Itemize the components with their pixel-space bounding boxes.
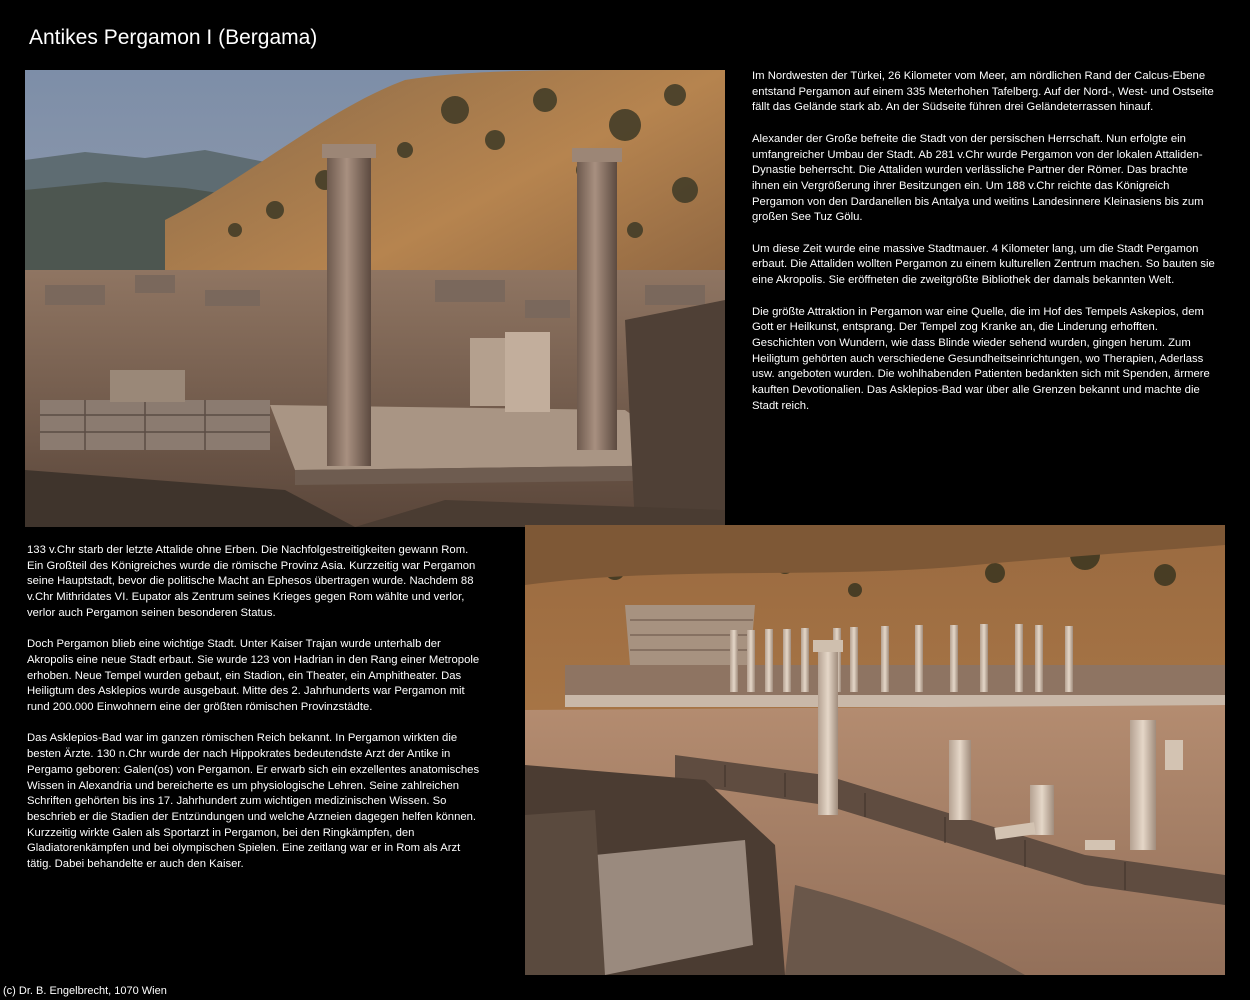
photo-asklepieion-colonnade (525, 525, 1225, 975)
paragraph: Das Asklepios-Bad war im ganzen römischen Reich bekannt. In Pergamon wirkten die besten Ärzte. 130 n.Chr wurde der nach Hippokrates bedeutendste Arzt der Antike in Pergamo geboren: Galen(os) von Pergamon. Er erwarb sich ein exzellentes anatomisches Wissen in Alexandria und bereicherte es um physiologische Lehren. Seine zahlreichen Schriften gehörten bis ins 17. Jahrhundert zum wichtigen medizinischen Wissen. So beschrieb er die Stadien der Entzündungen und welche Arzneien dagegen helfen können. Kurzzeitig wirkte Galen als Sportarzt in Pergamon, bei den Ringkämpfen, den Gladiatorenkämpfen und bei olympischen Spielen. Eine zeitlang war er in Rom als Arzt tätig. Dabei behandelte er auch den Kaiser. (27, 732, 480, 871)
photo-columns-hillside (25, 70, 725, 527)
paragraph: 133 v.Chr starb der letzte Attalide ohne Erben. Die Nachfolgestreitigkeiten gewann Rom. Ein Großteil des Königreiches wurde die römische Provinz Asia. Kurzzeitig war Pergamon seine Hauptstadt, bevor die politische Macht an Ephesos übertragen wurde. Nachdem 88 v.Chr Mithridates VI. Eupator als Zentrum seines Krieges gegen Rom wählte und verlor, verlor auch Pergamon seinen besonderen Status. (27, 544, 476, 619)
paragraph: Um diese Zeit wurde eine massive Stadtmauer. 4 Kilometer lang, um die Stadt Pergamon erbaut. Die Attaliden wollten Pergamon zu einem kulturellen Zentrum machen. So bauten sie eine Akropolis. Sie eröffneten die zweitgrößte Bibliothek der damals bekannten Welt. (752, 242, 1215, 287)
paragraph: Die größte Attraktion in Pergamon war eine Quelle, die im Hof des Tempels Askepios, dem Gott er Heilkunst, entsprang. Der Tempel zog Kranke an, die Linderung erhofften. Geschichten von Wundern, wie dass Blinde wieder sehend wurden, gingen herum. Zum Heiligtum gehörten auch verschiedene Gesundheitseinrichtungen, wo Therapien, Aderlass usw. angeboten wurden. Die wohlhabenden Patienten bedankten sich mit Spenden, ärmere kauften Devotionalien. Das Asklepios-Bad war über alle Grenzen bekannt und machte die Stadt reich. (752, 305, 1210, 412)
paragraph: Alexander der Große befreite die Stadt von der persischen Herrschaft. Nun erfolgte ein umfangreicher Umbau der Stadt. Ab 281 v.Chr wurde Pergamon von der lokalen Attaliden-Dynastie beherrscht. Die Attaliden wurden verlässliche Partner der Römer. Das brachte ihnen ein Vergrößerung ihrer Besitzungen ein. Um 188 v.Chr reichte das Königreich Pergamon von den Dardanellen bis Antalya und weitins Landesinnere Kleinasiens bis zum großen See Tuz Gölu. (752, 132, 1204, 224)
copyright-credit: (c) Dr. B. Engelbrecht, 1070 Wien (3, 985, 167, 997)
text-block-left (27, 543, 482, 888)
text-block-right (752, 69, 1217, 430)
paragraph: Im Nordwesten der Türkei, 26 Kilometer vom Meer, am nördlichen Rand der Calcus-Ebene entstand Pergamon auf einem 335 Meterhohen Tafelberg. Auf der Nord-, West- und Ostseite fällt das Gelände stark ab. An der Südseite führen drei Geländeterrassen hinauf. (752, 70, 1214, 114)
paragraph: Doch Pergamon blieb eine wichtige Stadt. Unter Kaiser Trajan wurde unterhalb der Akropolis eine neue Stadt erbaut. Sie wurde 123 von Hadrian in den Rang einer Metropole erhoben. Neue Tempel wurden gebaut, ein Stadion, ein Theater, ein Amphitheater. Das Heiligtum des Asklepios wurde ausgebaut. Mitte des 2. Jahrhunderts war Pergamon mit rund 200.000 Einwohnern eine der größten römischen Provinzstädte. (27, 638, 480, 714)
page-title: Antikes Pergamon I (Bergama) (29, 26, 318, 49)
